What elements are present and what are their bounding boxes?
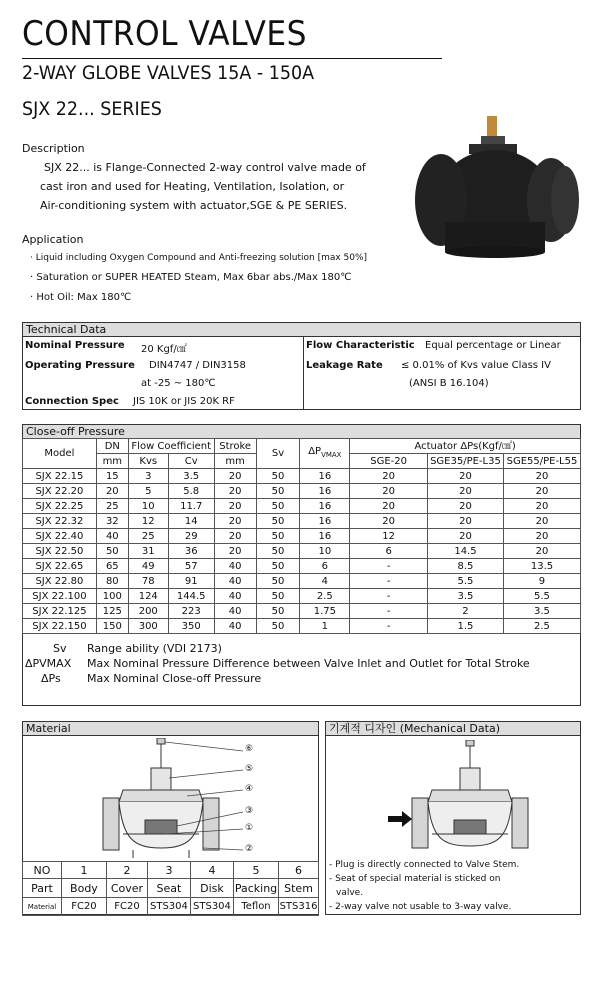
material-name: FC20 [61, 898, 106, 916]
closeoff-cell: SJX 22.25 [23, 499, 97, 514]
col-dn: DN [96, 439, 128, 454]
closeoff-cell: SJX 22.100 [23, 589, 97, 604]
part-number: 6 [279, 862, 319, 879]
material-name: STS304 [147, 898, 190, 916]
closeoff-cell: 1.5 [427, 619, 503, 634]
closeoff-cell: SJX 22.40 [23, 529, 97, 544]
closeoff-cell: 124 [128, 589, 168, 604]
closeoff-cell: 3 [128, 469, 168, 484]
callout-1: ① [245, 823, 254, 833]
closeoff-heading: Close-off Pressure [23, 425, 580, 439]
closeoff-cell: 20 [427, 484, 503, 499]
closeoff-cell: 16 [300, 484, 350, 499]
closeoff-cell: 11.7 [168, 499, 214, 514]
part-name: Stem [279, 879, 319, 898]
connection-spec-label: Connection Spec [25, 396, 119, 407]
closeoff-cell: 20 [350, 499, 428, 514]
closeoff-cell: 4 [300, 574, 350, 589]
closeoff-cell: 125 [96, 604, 128, 619]
closeoff-cell: 3.5 [168, 469, 214, 484]
closeoff-cell: 80 [96, 574, 128, 589]
closeoff-cell: 13.5 [503, 559, 580, 574]
application-item: · Hot Oil: Max 180℃ [30, 292, 132, 303]
closeoff-cell: 57 [168, 559, 214, 574]
closeoff-cell: 16 [300, 469, 350, 484]
closeoff-cell: 20 [214, 514, 256, 529]
closeoff-row [23, 544, 581, 559]
technical-data-box [22, 322, 581, 410]
closeoff-cell: 16 [300, 499, 350, 514]
closeoff-row [23, 514, 581, 529]
closeoff-cell: SJX 22.125 [23, 604, 97, 619]
material-label: Material [23, 898, 62, 916]
closeoff-cell: 25 [96, 499, 128, 514]
application-item: · Liquid including Oxygen Compound and Anti-freezing solution [max 50%] [30, 253, 368, 263]
part-number: 4 [190, 862, 233, 879]
part-number: 5 [233, 862, 278, 879]
col-kvs: Kvs [128, 454, 168, 469]
technical-divider [303, 337, 304, 409]
closeoff-cell: SJX 22.50 [23, 544, 97, 559]
closeoff-cell: 49 [128, 559, 168, 574]
closeoff-cell: 12 [350, 529, 428, 544]
col-model: Model [23, 439, 97, 469]
closeoff-cell: 50 [256, 529, 300, 544]
material-box [22, 721, 319, 915]
closeoff-cell: SJX 22.32 [23, 514, 97, 529]
closeoff-cell: - [350, 559, 428, 574]
closeoff-cell: 50 [256, 544, 300, 559]
closeoff-cell: 20 [427, 499, 503, 514]
description-line: SJX 22... is Flange-Connected 2-way control valve made of [44, 161, 366, 174]
material-section-drawing [93, 738, 273, 860]
part-number: 2 [106, 862, 147, 879]
closeoff-cell: 50 [256, 574, 300, 589]
closeoff-row [23, 529, 581, 544]
closeoff-cell: 14.5 [427, 544, 503, 559]
no-label: NO [23, 862, 62, 879]
closeoff-cell: 20 [350, 484, 428, 499]
closeoff-cell: 20 [427, 514, 503, 529]
title-divider [22, 58, 442, 59]
material-row-no [23, 862, 319, 879]
closeoff-row [23, 604, 581, 619]
closeoff-cell: 50 [256, 589, 300, 604]
closeoff-cell: SJX 22.65 [23, 559, 97, 574]
nominal-pressure-label: Nominal Pressure [25, 340, 125, 351]
operating-pressure-label: Operating Pressure [25, 360, 135, 371]
closeoff-cell: 31 [128, 544, 168, 559]
closeoff-cell: 16 [300, 529, 350, 544]
closeoff-cell: 2 [427, 604, 503, 619]
closeoff-cell: 20 [214, 469, 256, 484]
closeoff-cell: - [350, 604, 428, 619]
closeoff-cell: 15 [96, 469, 128, 484]
closeoff-cell: 25 [128, 529, 168, 544]
legend-dp-vmax: ΔPVMAX Max Nominal Pressure Difference between Valve Inlet and Outlet for Total Stroke [25, 657, 530, 670]
closeoff-cell: 14 [168, 514, 214, 529]
part-name: Cover [106, 879, 147, 898]
closeoff-cell: 10 [128, 499, 168, 514]
closeoff-cell: 6 [350, 544, 428, 559]
application-list [30, 248, 367, 308]
callout-4: ④ [245, 784, 254, 794]
mechanical-note: valve. [336, 888, 364, 898]
closeoff-cell: 20 [214, 544, 256, 559]
closeoff-cell: SJX 22.20 [23, 484, 97, 499]
closeoff-cell: 20 [214, 484, 256, 499]
closeoff-cell: SJX 22.80 [23, 574, 97, 589]
callout-3: ③ [245, 806, 254, 816]
flow-characteristic-value: Equal percentage or Linear [425, 340, 561, 351]
valve-product-image [405, 110, 585, 260]
closeoff-cell: 50 [256, 604, 300, 619]
material-name: FC20 [106, 898, 147, 916]
closeoff-cell: 50 [256, 514, 300, 529]
closeoff-cell: 20 [503, 469, 580, 484]
description-line: Air-conditioning system with actuator,SGE & PE SERIES. [40, 199, 348, 212]
closeoff-cell: 10 [300, 544, 350, 559]
callout-5: ⑤ [245, 764, 254, 774]
closeoff-cell: 2.5 [503, 619, 580, 634]
col-cv: Cv [168, 454, 214, 469]
closeoff-cell: SJX 22.15 [23, 469, 97, 484]
closeoff-cell: 65 [96, 559, 128, 574]
closeoff-cell: 50 [256, 484, 300, 499]
col-flow-coefficient: Flow Coefficient [128, 439, 214, 454]
series-title: SJX 22... SERIES [22, 98, 162, 120]
closeoff-cell: 2.5 [300, 589, 350, 604]
col-dp-vmax: $\Delta P_{VMAX}$ [300, 439, 350, 469]
closeoff-cell: 100 [96, 589, 128, 604]
closeoff-cell: 50 [256, 619, 300, 634]
closeoff-cell: 20 [427, 469, 503, 484]
col-actuator: Actuator ΔPs(Kgf/㎠) [350, 439, 581, 454]
mechanical-note: - Plug is directly connected to Valve Stem. [329, 860, 520, 870]
leakage-standard: (ANSI B 16.104) [409, 378, 489, 389]
operating-temperature: at -25 ~ 180℃ [141, 378, 216, 389]
closeoff-cell: 20 [214, 499, 256, 514]
closeoff-cell: 40 [214, 604, 256, 619]
closeoff-cell: 78 [128, 574, 168, 589]
closeoff-cell: 9 [503, 574, 580, 589]
closeoff-row [23, 619, 581, 634]
closeoff-row [23, 484, 581, 499]
closeoff-cell: 50 [256, 469, 300, 484]
mechanical-data-box [325, 721, 581, 915]
material-heading: Material [23, 722, 318, 736]
description-text [40, 158, 366, 215]
col-sge20: SGE-20 [350, 454, 428, 469]
closeoff-cell: 36 [168, 544, 214, 559]
closeoff-cell: 50 [96, 544, 128, 559]
col-stroke-unit: mm [214, 454, 256, 469]
closeoff-cell: 1.75 [300, 604, 350, 619]
closeoff-cell: 5 [128, 484, 168, 499]
description-line: cast iron and used for Heating, Ventilation, Isolation, or [40, 180, 345, 193]
technical-data-heading: Technical Data [23, 323, 580, 337]
closeoff-cell: 20 [96, 484, 128, 499]
mechanical-note: - Seat of special material is sticked on [329, 874, 501, 884]
part-number: 1 [61, 862, 106, 879]
closeoff-cell: 200 [128, 604, 168, 619]
material-name: STS304 [190, 898, 233, 916]
material-name: STS316 [279, 898, 319, 916]
closeoff-cell: SJX 22.150 [23, 619, 97, 634]
col-sv: Sv [256, 439, 300, 469]
callout-6: ⑥ [245, 744, 254, 754]
closeoff-cell: 40 [214, 589, 256, 604]
closeoff-cell: 20 [503, 499, 580, 514]
closeoff-cell: 40 [214, 619, 256, 634]
closeoff-cell: 20 [427, 529, 503, 544]
closeoff-cell: 223 [168, 604, 214, 619]
closeoff-cell: 144.5 [168, 589, 214, 604]
closeoff-cell: 20 [350, 469, 428, 484]
closeoff-cell: - [350, 574, 428, 589]
closeoff-cell: 20 [503, 544, 580, 559]
col-stroke: Stroke [214, 439, 256, 454]
material-name: Teflon [233, 898, 278, 916]
closeoff-cell: 50 [256, 559, 300, 574]
page-title: CONTROL VALVES [22, 14, 307, 54]
closeoff-cell: 8.5 [427, 559, 503, 574]
closeoff-cell: 50 [256, 499, 300, 514]
closeoff-cell: 5.5 [427, 574, 503, 589]
closeoff-cell: 40 [96, 529, 128, 544]
closeoff-cell: 40 [214, 559, 256, 574]
operating-pressure-value: DIN4747 / DIN3158 [149, 360, 246, 371]
closeoff-cell: 20 [503, 514, 580, 529]
closeoff-cell: - [350, 619, 428, 634]
flow-characteristic-label: Flow Characteristic [306, 340, 415, 351]
closeoff-row [23, 499, 581, 514]
closeoff-cell: 12 [128, 514, 168, 529]
closeoff-table-body [23, 469, 581, 634]
closeoff-cell: 20 [503, 529, 580, 544]
closeoff-cell: 5.5 [503, 589, 580, 604]
closeoff-cell: 6 [300, 559, 350, 574]
closeoff-cell: - [350, 589, 428, 604]
flow-arrow-icon [388, 811, 412, 827]
col-sge35: SGE35/PE-L35 [427, 454, 503, 469]
closeoff-cell: 300 [128, 619, 168, 634]
closeoff-cell: 40 [214, 574, 256, 589]
description-heading: Description [22, 142, 85, 155]
closeoff-cell: 20 [503, 484, 580, 499]
closeoff-cell: 3.5 [427, 589, 503, 604]
closeoff-row [23, 574, 581, 589]
part-name: Packing [233, 879, 278, 898]
closeoff-row [23, 469, 581, 484]
closeoff-cell: 91 [168, 574, 214, 589]
closeoff-cell: 20 [350, 514, 428, 529]
material-row-part [23, 879, 319, 898]
part-number: 3 [147, 862, 190, 879]
closeoff-cell: 29 [168, 529, 214, 544]
application-item: · Saturation or SUPER HEATED Steam, Max 6bar abs./Max 180℃ [30, 272, 352, 283]
closeoff-cell: 3.5 [503, 604, 580, 619]
leakage-rate-label: Leakage Rate [306, 360, 383, 371]
mechanical-heading: 기계적 디자인 (Mechanical Data) [326, 722, 580, 736]
part-label: Part [23, 879, 62, 898]
closeoff-cell: 16 [300, 514, 350, 529]
closeoff-cell: 150 [96, 619, 128, 634]
closeoff-row [23, 589, 581, 604]
application-heading: Application [22, 233, 84, 246]
closeoff-cell: 350 [168, 619, 214, 634]
material-row-material [23, 898, 319, 916]
mechanical-note: - 2-way valve not usable to 3-way valve. [329, 902, 512, 912]
page-subtitle: 2-WAY GLOBE VALVES 15A - 150A [22, 62, 315, 84]
col-sge55: SGE55/PE-L55 [503, 454, 580, 469]
part-name: Seat [147, 879, 190, 898]
material-table [22, 861, 319, 916]
part-name: Disk [190, 879, 233, 898]
leakage-rate-value: ≤ 0.01% of Kvs value Class IV [401, 360, 551, 371]
legend-sv: Sv Range ability (VDI 2173) [53, 642, 222, 655]
closeoff-cell: 5.8 [168, 484, 214, 499]
callout-2: ② [245, 844, 254, 854]
closeoff-row [23, 559, 581, 574]
legend-dps: ΔPs Max Nominal Close-off Pressure [41, 672, 262, 685]
mechanical-section-drawing [386, 740, 536, 858]
connection-spec-value: JIS 10K or JIS 20K RF [133, 396, 235, 407]
col-dn-unit: mm [96, 454, 128, 469]
closeoff-cell: 32 [96, 514, 128, 529]
nominal-pressure-value: 20 Kgf/㎠ [141, 344, 187, 355]
closeoff-table [22, 438, 581, 634]
closeoff-pressure-box [22, 424, 581, 706]
part-name: Body [61, 879, 106, 898]
closeoff-cell: 1 [300, 619, 350, 634]
closeoff-cell: 20 [214, 529, 256, 544]
